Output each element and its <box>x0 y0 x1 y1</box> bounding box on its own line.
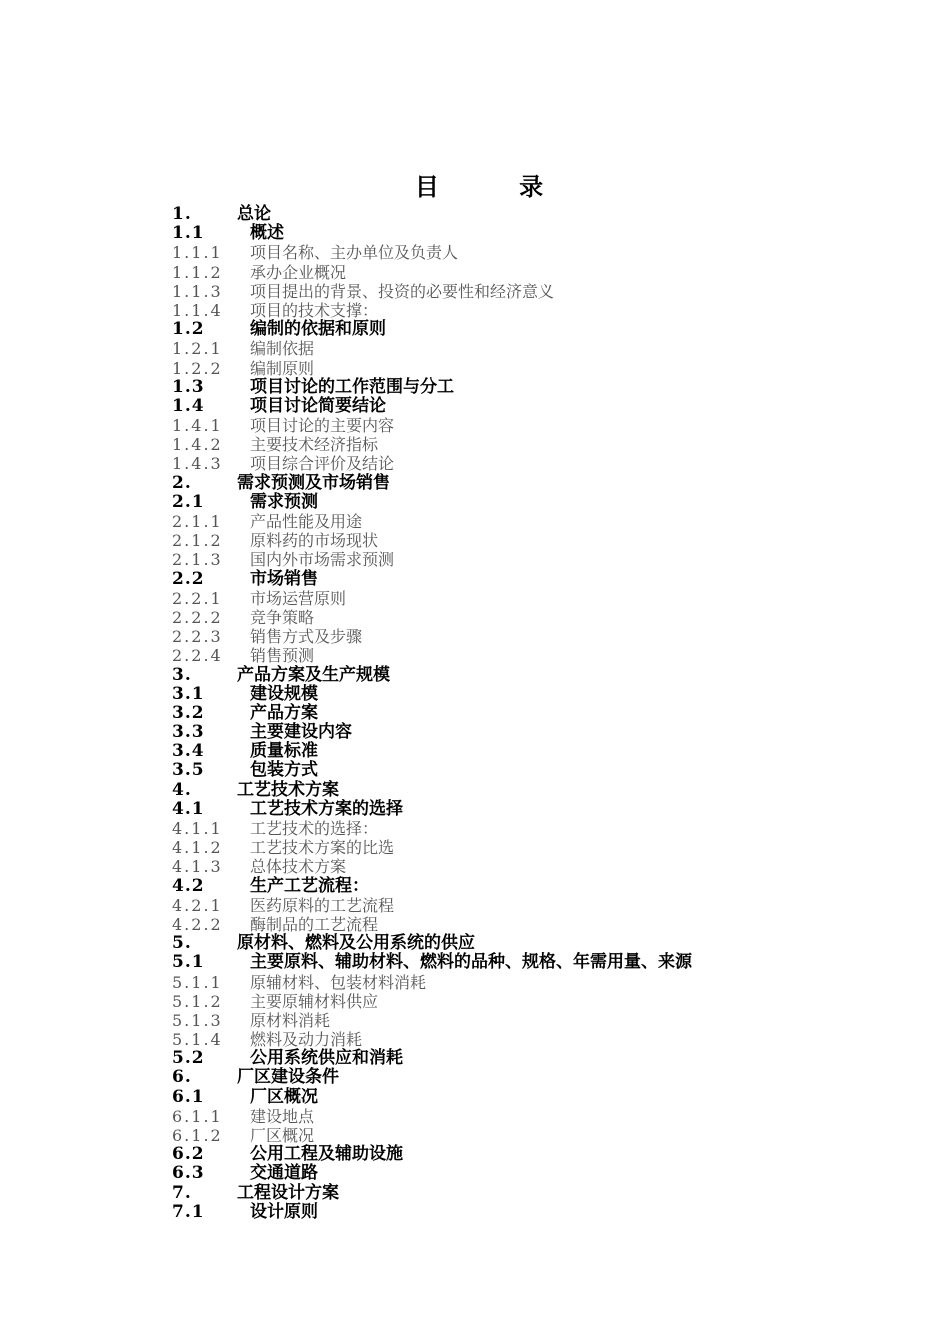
toc-entry[interactable] <box>172 857 872 876</box>
toc-entry-title: 项目讨论简要结论 <box>250 395 386 416</box>
toc-entry[interactable] <box>172 589 872 608</box>
toc-entry-number: 4.1.1 <box>172 819 223 838</box>
toc-entry[interactable] <box>172 397 872 416</box>
toc-entry-number: 3.5 <box>172 760 205 781</box>
toc-entry[interactable] <box>172 282 872 301</box>
toc-entry-title: 厂区建设条件 <box>237 1067 339 1088</box>
toc-entry-title: 公用工程及辅助设施 <box>250 1144 403 1165</box>
toc-entry-title: 产品方案及生产规模 <box>237 664 390 685</box>
toc-entry[interactable] <box>172 1107 872 1126</box>
toc-entry-number: 2.2 <box>172 568 205 589</box>
toc-entry-number: 5.1.3 <box>172 1010 223 1030</box>
toc-entry-title: 主要技术经济指标 <box>250 435 379 455</box>
toc-entry[interactable] <box>172 378 872 397</box>
toc-entry[interactable] <box>172 1049 872 1068</box>
toc-entry-number: 3.3 <box>172 722 205 743</box>
toc-entry-number: 2.2.4 <box>172 646 223 666</box>
toc-entry[interactable] <box>172 263 872 282</box>
toc-entry-number: 2.1 <box>172 491 205 512</box>
toc-entry-title: 原材料消耗 <box>250 1010 331 1030</box>
toc-entry-title: 原辅材料、包装材料消耗 <box>250 972 427 992</box>
toc-entry-title: 原材料、燃料及公用系统的供应 <box>237 933 475 954</box>
toc-entry-title: 工艺技术方案 <box>237 779 339 800</box>
toc-entry-number: 1.1.2 <box>172 262 223 282</box>
toc-entry[interactable] <box>172 1088 872 1107</box>
toc-entry-title: 销售方式及步骤 <box>250 627 363 647</box>
toc-entry[interactable] <box>172 646 872 665</box>
toc-entry-number: 1.1.3 <box>172 281 223 301</box>
toc-entry-number: 2.2.3 <box>172 627 223 647</box>
toc-entry[interactable] <box>172 781 872 800</box>
toc-entry[interactable] <box>172 838 872 857</box>
toc-entry-number: 1.4.3 <box>172 454 223 474</box>
toc-entry[interactable] <box>172 896 872 915</box>
toc-entry-title: 项目讨论的工作范围与分工 <box>250 376 454 397</box>
toc-entry-title: 原料药的市场现状 <box>250 531 379 551</box>
toc-entry-title: 工艺技术方案的选择 <box>250 798 403 819</box>
toc-entry[interactable] <box>172 877 872 896</box>
toc-entry-number: 6.3 <box>172 1163 205 1184</box>
toc-entry[interactable] <box>172 493 872 512</box>
toc-entry-title: 燃料及动力消耗 <box>250 1030 363 1050</box>
toc-entry[interactable] <box>172 723 872 742</box>
toc-entry[interactable] <box>172 1164 872 1183</box>
toc-entry[interactable] <box>172 224 872 243</box>
toc-entry[interactable] <box>172 704 872 723</box>
toc-entry-number: 4.2.2 <box>172 914 223 934</box>
toc-entry[interactable] <box>172 973 872 992</box>
toc-entry-title: 承办企业概况 <box>250 262 347 282</box>
toc-entry[interactable] <box>172 934 872 953</box>
toc-entry-title: 工艺技术方案的比选 <box>250 838 395 858</box>
toc-entry-title: 主要原辅材料供应 <box>250 991 379 1011</box>
toc-entry-number: 1.1.4 <box>172 300 223 320</box>
toc-entry[interactable] <box>172 800 872 819</box>
toc-entry-number: 4.1.2 <box>172 838 223 858</box>
toc-entry[interactable] <box>172 1184 872 1203</box>
toc-entry-title: 生产工艺流程： <box>250 875 369 896</box>
toc-entry[interactable] <box>172 761 872 780</box>
toc-entry-number: 1.4 <box>172 395 205 416</box>
toc-entry-title: 厂区概况 <box>250 1126 315 1145</box>
toc-entry-number: 6.1.1 <box>172 1106 223 1126</box>
toc-entry-number: 1.1.1 <box>172 243 223 263</box>
toc-entry-number: 3.1 <box>172 683 205 704</box>
toc-entry[interactable] <box>172 320 872 339</box>
toc-entry-number: 1. <box>172 204 192 224</box>
toc-entry[interactable] <box>172 685 872 704</box>
toc-entry-title: 总体技术方案 <box>250 857 347 877</box>
toc-entry-number: 1.4.2 <box>172 435 223 455</box>
toc-entry[interactable] <box>172 243 872 262</box>
toc-entry-number: 1.2.1 <box>172 339 223 359</box>
toc-entry-number: 7.1 <box>172 1201 205 1222</box>
toc-entry-number: 1.2 <box>172 319 205 340</box>
toc-entry[interactable] <box>172 742 872 761</box>
toc-entry-title: 包装方式 <box>250 760 318 781</box>
toc-entry[interactable] <box>172 915 872 934</box>
toc-entry-title: 建设规模 <box>250 683 318 704</box>
toc-entry-title: 项目的技术支撑： <box>250 300 379 320</box>
toc-entry-title: 总论 <box>237 204 271 224</box>
toc-entry[interactable] <box>172 1011 872 1030</box>
toc-entry-title: 质量标准 <box>250 741 318 762</box>
toc-entry-number: 4.1 <box>172 798 205 819</box>
toc-entry-title: 工艺技术的选择： <box>250 819 379 838</box>
toc-entry[interactable] <box>172 359 872 378</box>
toc-entry-number: 4. <box>172 779 192 800</box>
toc-entry-number: 1.3 <box>172 376 205 397</box>
toc-entry-title: 酶制品的工艺流程 <box>250 914 379 934</box>
toc-entry[interactable] <box>172 666 872 685</box>
toc-entry-title: 概述 <box>250 223 284 244</box>
toc-entry[interactable] <box>172 992 872 1011</box>
toc-entry-title: 交通道路 <box>250 1163 318 1184</box>
toc-entry-title: 竞争策略 <box>250 607 315 627</box>
toc-entry-title: 主要原料、辅助材料、燃料的品种、规格、年需用量、来源 <box>250 952 692 973</box>
toc-entry[interactable] <box>172 570 872 589</box>
toc-entry-number: 1.1 <box>172 223 205 244</box>
toc-entry-number: 6.1.2 <box>172 1126 223 1145</box>
toc-entry-number: 6. <box>172 1067 192 1088</box>
toc-entry[interactable] <box>172 301 872 320</box>
toc-entry-title: 厂区概况 <box>250 1086 318 1107</box>
toc-entry-number: 2. <box>172 472 192 493</box>
toc-entry-number: 3.2 <box>172 702 205 723</box>
toc-entry-number: 5.1.2 <box>172 991 223 1011</box>
toc-entry-title: 公用系统供应和消耗 <box>250 1048 403 1069</box>
toc-entry-number: 5.1.1 <box>172 972 223 992</box>
toc-entry[interactable] <box>172 435 872 454</box>
toc-entry-title: 工程设计方案 <box>237 1182 339 1203</box>
toc-entry[interactable] <box>172 627 872 646</box>
toc-entry-title: 需求预测 <box>250 491 318 512</box>
toc-entry-title: 项目提出的背景、投资的必要性和经济意义 <box>250 281 555 301</box>
toc-entry-title: 编制原则 <box>250 358 315 378</box>
table-of-contents <box>172 205 872 1222</box>
toc-entry[interactable] <box>172 953 872 972</box>
toc-entry-title: 主要建设内容 <box>250 722 352 743</box>
toc-entry-number: 4.1.3 <box>172 857 223 877</box>
toc-entry-number: 1.4.1 <box>172 416 223 436</box>
toc-entry-title: 需求预测及市场销售 <box>237 472 390 493</box>
toc-entry[interactable] <box>172 1126 872 1145</box>
toc-entry[interactable] <box>172 550 872 569</box>
toc-entry[interactable] <box>172 454 872 473</box>
toc-entry-number: 2.1.3 <box>172 550 223 570</box>
toc-entry-title: 医药原料的工艺流程 <box>250 895 395 915</box>
toc-entry[interactable] <box>172 1068 872 1087</box>
toc-entry[interactable] <box>172 1203 872 1222</box>
toc-entry-title: 设计原则 <box>250 1201 318 1222</box>
toc-entry[interactable] <box>172 339 872 358</box>
toc-entry-number: 2.2.1 <box>172 588 223 608</box>
toc-entry-title: 项目讨论的主要内容 <box>250 416 395 436</box>
toc-entry-title: 国内外市场需求预测 <box>250 550 395 570</box>
toc-entry[interactable] <box>172 1030 872 1049</box>
toc-entry[interactable] <box>172 819 872 838</box>
toc-entry-number: 1.2.2 <box>172 358 223 378</box>
toc-entry-number: 4.2.1 <box>172 895 223 915</box>
toc-entry[interactable] <box>172 474 872 493</box>
toc-entry-title: 建设地点 <box>250 1106 315 1126</box>
toc-entry-number: 3.4 <box>172 741 205 762</box>
toc-entry-title: 项目综合评价及结论 <box>250 454 395 474</box>
toc-entry-number: 5.1 <box>172 952 205 973</box>
toc-entry[interactable] <box>172 608 872 627</box>
toc-entry-title: 市场销售 <box>250 568 318 589</box>
toc-entry-title: 编制依据 <box>250 339 315 359</box>
toc-entry-title: 产品方案 <box>250 702 318 723</box>
toc-entry-number: 4.2 <box>172 875 205 896</box>
toc-entry-number: 5.2 <box>172 1048 205 1069</box>
toc-entry-title: 编制的依据和原则 <box>250 319 386 340</box>
toc-entry[interactable] <box>172 205 872 224</box>
toc-entry[interactable] <box>172 1145 872 1164</box>
toc-entry-number: 5. <box>172 933 192 954</box>
toc-entry-number: 2.1.2 <box>172 531 223 551</box>
toc-entry-number: 6.2 <box>172 1144 205 1165</box>
toc-entry[interactable] <box>172 531 872 550</box>
toc-entry-title: 项目名称、主办单位及负责人 <box>250 243 459 263</box>
toc-entry-number: 3. <box>172 664 192 685</box>
toc-entry-number: 2.2.2 <box>172 607 223 627</box>
toc-entry-number: 7. <box>172 1182 192 1203</box>
toc-entry-number: 5.1.4 <box>172 1030 223 1050</box>
toc-entry-title: 市场运营原则 <box>250 588 347 608</box>
toc-entry[interactable] <box>172 512 872 531</box>
toc-entry-number: 6.1 <box>172 1086 205 1107</box>
toc-entry-title: 销售预测 <box>250 646 315 666</box>
toc-entry[interactable] <box>172 416 872 435</box>
toc-entry-title: 产品性能及用途 <box>250 512 363 531</box>
toc-entry-number: 2.1.1 <box>172 512 223 531</box>
toc-title: 目 录 <box>414 172 580 201</box>
